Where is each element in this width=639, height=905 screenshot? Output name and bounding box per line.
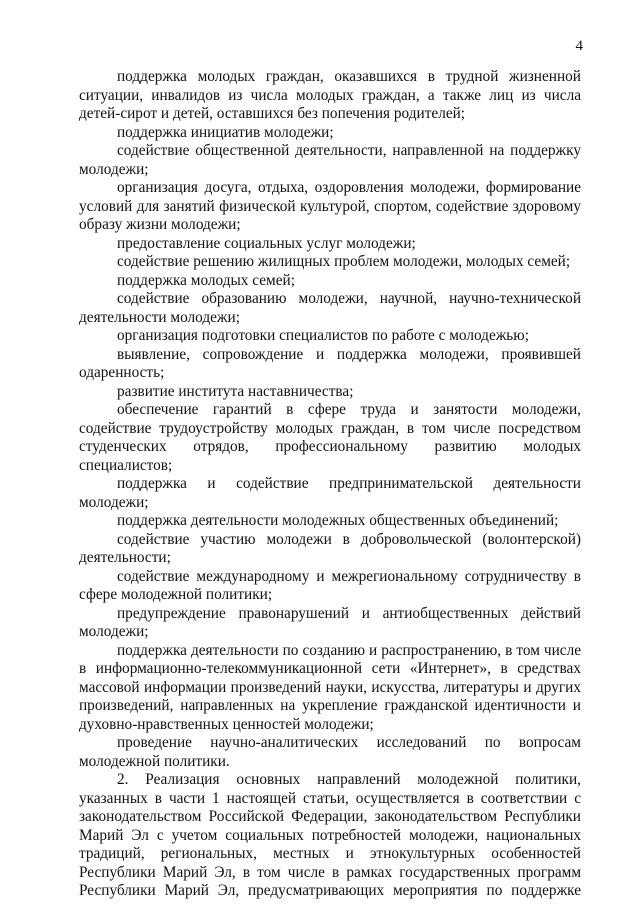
paragraph: предоставление социальных услуг молодежи; [117,234,416,252]
paragraph: поддержка деятельности молодежных общественных объединений; [117,512,559,529]
paragraph: поддержка деятельности по созданию и распространению, в том числе в информационно-телекоммуникационной сети «Интернет», в средствах массовой информации произведений науки, искусства, литературы и других произведений, направленных на укрепление гражданской идентичности и духовно-нравственных ценностей молодежи; [79,641,581,733]
paragraph: содействие международному и межрегиональному сотрудничеству в сфере молодежной политики; [79,567,581,603]
paragraph: предупреждение правонарушений и антиобщественных действий молодежи; [79,604,581,640]
document-body [79,68,581,901]
paragraph: обеспечение гарантий в сфере труда и занятости молодежи, содействие трудоустройству молодых граждан, в том числе посредством студенческих отрядов, профессиональному развитию молодых специалистов; [79,401,581,474]
paragraph: содействие общественной деятельности, направленной на поддержку молодежи; [79,142,581,178]
paragraph: содействие образованию молодежи, научной, научно-технической деятельности молодежи; [79,290,581,326]
paragraph: 2. Реализация основных направлений молодежной политики, указанных в части 1 настоящей статьи, осуществляется в соответствии с законодательством Российской Федерации, законодательством Республики Марий Эл с учетом социальных потребностей молодежи, национальных традиций, региональных, местных и этнокультурных особенностей Республики Марий Эл, в том числе в рамках государственных программ Республики Марий Эл, предусматривающих мероприятия по поддержке [79,771,581,899]
paragraph: выявление, сопровождение и поддержка молодежи, проявившей одаренность; [79,345,581,381]
paragraph: поддержка молодых семей; [117,271,295,289]
paragraph: проведение научно-аналитических исследований по вопросам молодежной политики. [79,734,581,770]
paragraph: организация досуга, отдыха, оздоровления молодежи, формирование условий для занятий физической культурой, спортом, содействие здоровому образу жизни молодежи; [79,179,581,233]
paragraph: поддержка и содействие предпринимательской деятельности молодежи; [79,475,581,511]
paragraph: содействие решению жилищных проблем молодежи, молодых семей; [117,253,571,270]
paragraph: поддержка инициатив молодежи; [117,123,334,141]
paragraph: содействие участию молодежи в добровольческой (волонтерской) деятельности; [79,530,581,566]
paragraph: поддержка молодых граждан, оказавшихся в трудной жизненной ситуации, инвалидов из числа молодых граждан, а также лиц из числа детей-сирот и детей, оставшихся без попечения родителей; [79,68,581,122]
paragraph: развитие института наставничества; [117,382,354,400]
paragraph: организация подготовки специалистов по работе с молодежью; [117,327,529,344]
page-number: 4 [575,38,583,54]
